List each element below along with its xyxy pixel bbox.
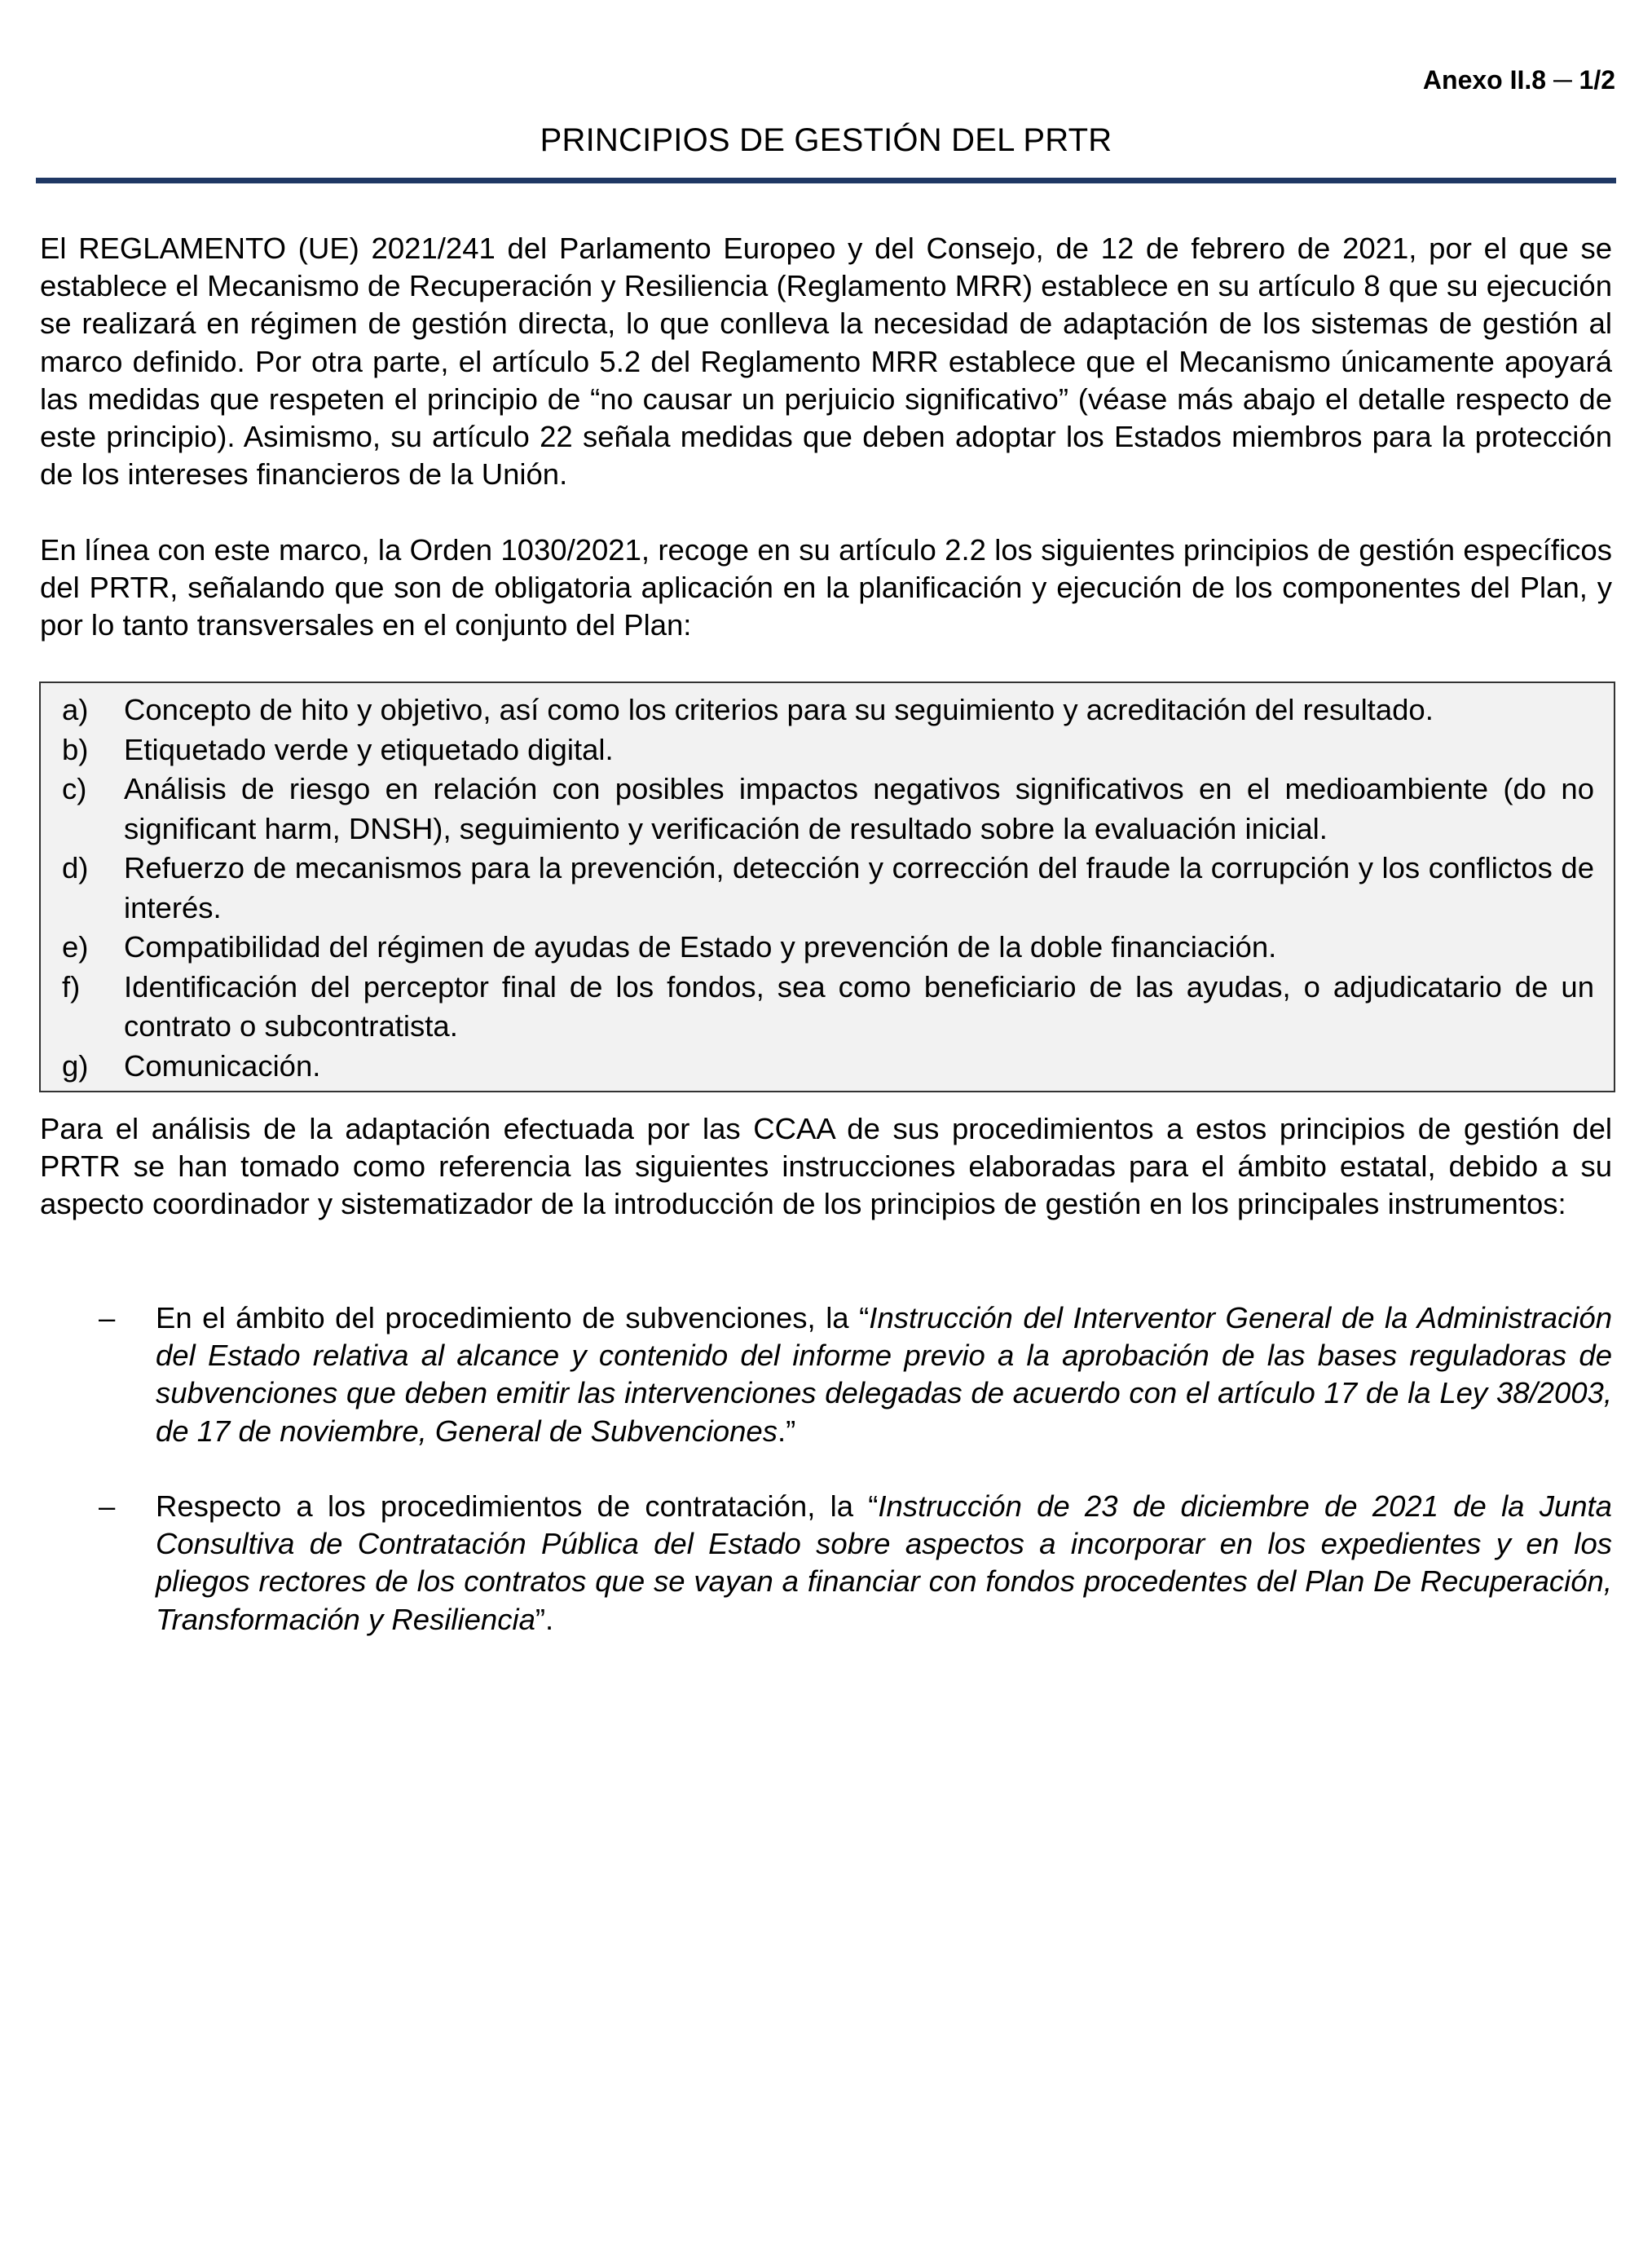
instruction-title: Instrucción del Interventor General de la Administración del Estado relativa al alcance y contenido del informe previo a la aprobación de las bases reguladoras de subvenciones que deben emitir las intervenciones delegadas de acuerdo con el artículo 17 de la Ley 38/2003, de 17 de noviembre, General de Subvenciones xyxy=(156,1301,1613,1448)
principle-text: Análisis de riesgo en relación con posibles impactos negativos significativos en el medioambiente (do no significant harm, DNSH), seguimiento y verificación de resultado sobre la evaluación inicial. xyxy=(124,772,1594,845)
instruction-item-contratacion xyxy=(40,1488,1612,1639)
principle-text: Concepto de hito y objetivo, así como los criterios para su seguimiento y acreditación del resultado. xyxy=(124,693,1434,726)
annex-label: Anexo II.8 ─ 1/2 xyxy=(1422,65,1615,95)
principle-item xyxy=(62,968,1594,1047)
instruction-suffix: ”. xyxy=(535,1602,554,1636)
principle-item xyxy=(62,690,1594,730)
principle-text: Comunicación. xyxy=(124,1048,321,1083)
instruction-suffix: .” xyxy=(777,1414,796,1448)
principle-letter: e) xyxy=(62,930,89,964)
principle-text: Etiquetado verde y etiquetado digital. xyxy=(124,732,614,766)
principle-text: Identificación del perceptor final de los fondos, sea como beneficiario de las ayudas, o adjudicatario de un contrato o subcontratista. xyxy=(124,969,1594,1043)
instruction-text xyxy=(156,1488,1612,1639)
principles-box xyxy=(39,682,1615,1092)
instruction-title: Instrucción de 23 de diciembre de 2021 de la Junta Consultiva de Contratación Pública del Estado sobre aspectos a incorporar en los expedientes y en los pliegos rectores de los contratos que se vayan a financiar con fondos procedentes del Plan De Recuperación, Transformación y Resiliencia xyxy=(156,1489,1612,1636)
paragraph-adaptation: Para el análisis de la adaptación efectuada por las CCAA de sus procedimientos a estos principios de gestión del PRTR se han tomado como referencia las siguientes instrucciones elaboradas para el ámbito estatal, debido a su aspecto coordinador y sistematizador de la introducción de los principios de gestión en los principales instrumentos: xyxy=(40,1112,1612,1221)
principle-text: Refuerzo de mecanismos para la prevención, detección y corrección del fraude la corrupción y los conflictos de interés. xyxy=(124,851,1594,924)
principle-letter: a) xyxy=(62,693,89,726)
principle-text: Compatibilidad del régimen de ayudas de Estado y prevención de la doble financiación. xyxy=(124,930,1277,964)
principle-item xyxy=(62,1047,1594,1087)
instruction-text xyxy=(156,1299,1612,1450)
principle-item xyxy=(62,849,1594,928)
principle-letter: c) xyxy=(62,772,87,805)
principle-item xyxy=(62,770,1594,849)
paragraph-intro: El REGLAMENTO (UE) 2021/241 del Parlamento Europeo y del Consejo, de 12 de febrero de 2021, por el que se establece el Mecanismo de Recuperación y Resiliencia (Reglamento MRR) establece en su artículo 8 que su ejecución se realizará en régimen de gestión directa, lo que conlleva la necesidad de adaptación de los sistemas de gestión al marco definido. Por otra parte, el artículo 5.2 del Reglamento MRR establece que el Mecanismo únicamente apoyará las medidas que respeten el principio de “no causar un perjuicio significativo” (véase más abajo el detalle respecto de este principio). Asimismo, su artículo 22 señala medidas que deben adoptar los Estados miembros para la protección de los intereses financieros de la Unión. xyxy=(40,232,1612,492)
principle-item xyxy=(62,730,1594,770)
page-title: PRINCIPIOS DE GESTIÓN DEL PRTR xyxy=(540,122,1112,158)
principle-item xyxy=(62,928,1594,968)
instruction-prefix: En el ámbito del procedimiento de subvenciones, la “ xyxy=(156,1301,870,1334)
principle-letter: g) xyxy=(62,1048,89,1083)
principle-letter: f) xyxy=(62,969,81,1004)
instruction-prefix: Respecto a los procedimientos de contratación, la “ xyxy=(156,1489,879,1523)
dash-bullet: – xyxy=(99,1301,116,1334)
dash-bullet: – xyxy=(99,1489,116,1523)
principle-letter: d) xyxy=(62,851,89,884)
instruction-item-subvenciones xyxy=(40,1299,1612,1450)
principle-letter: b) xyxy=(62,732,89,766)
header-divider xyxy=(36,178,1616,183)
paragraph-orden: En línea con este marco, la Orden 1030/2021, recoge en su artículo 2.2 los siguientes principios de gestión específicos del PRTR, señalando que son de obligatoria aplicación en la planificación y ejecución de los componentes del Plan, y por lo tanto transversales en el conjunto del Plan: xyxy=(40,533,1612,642)
